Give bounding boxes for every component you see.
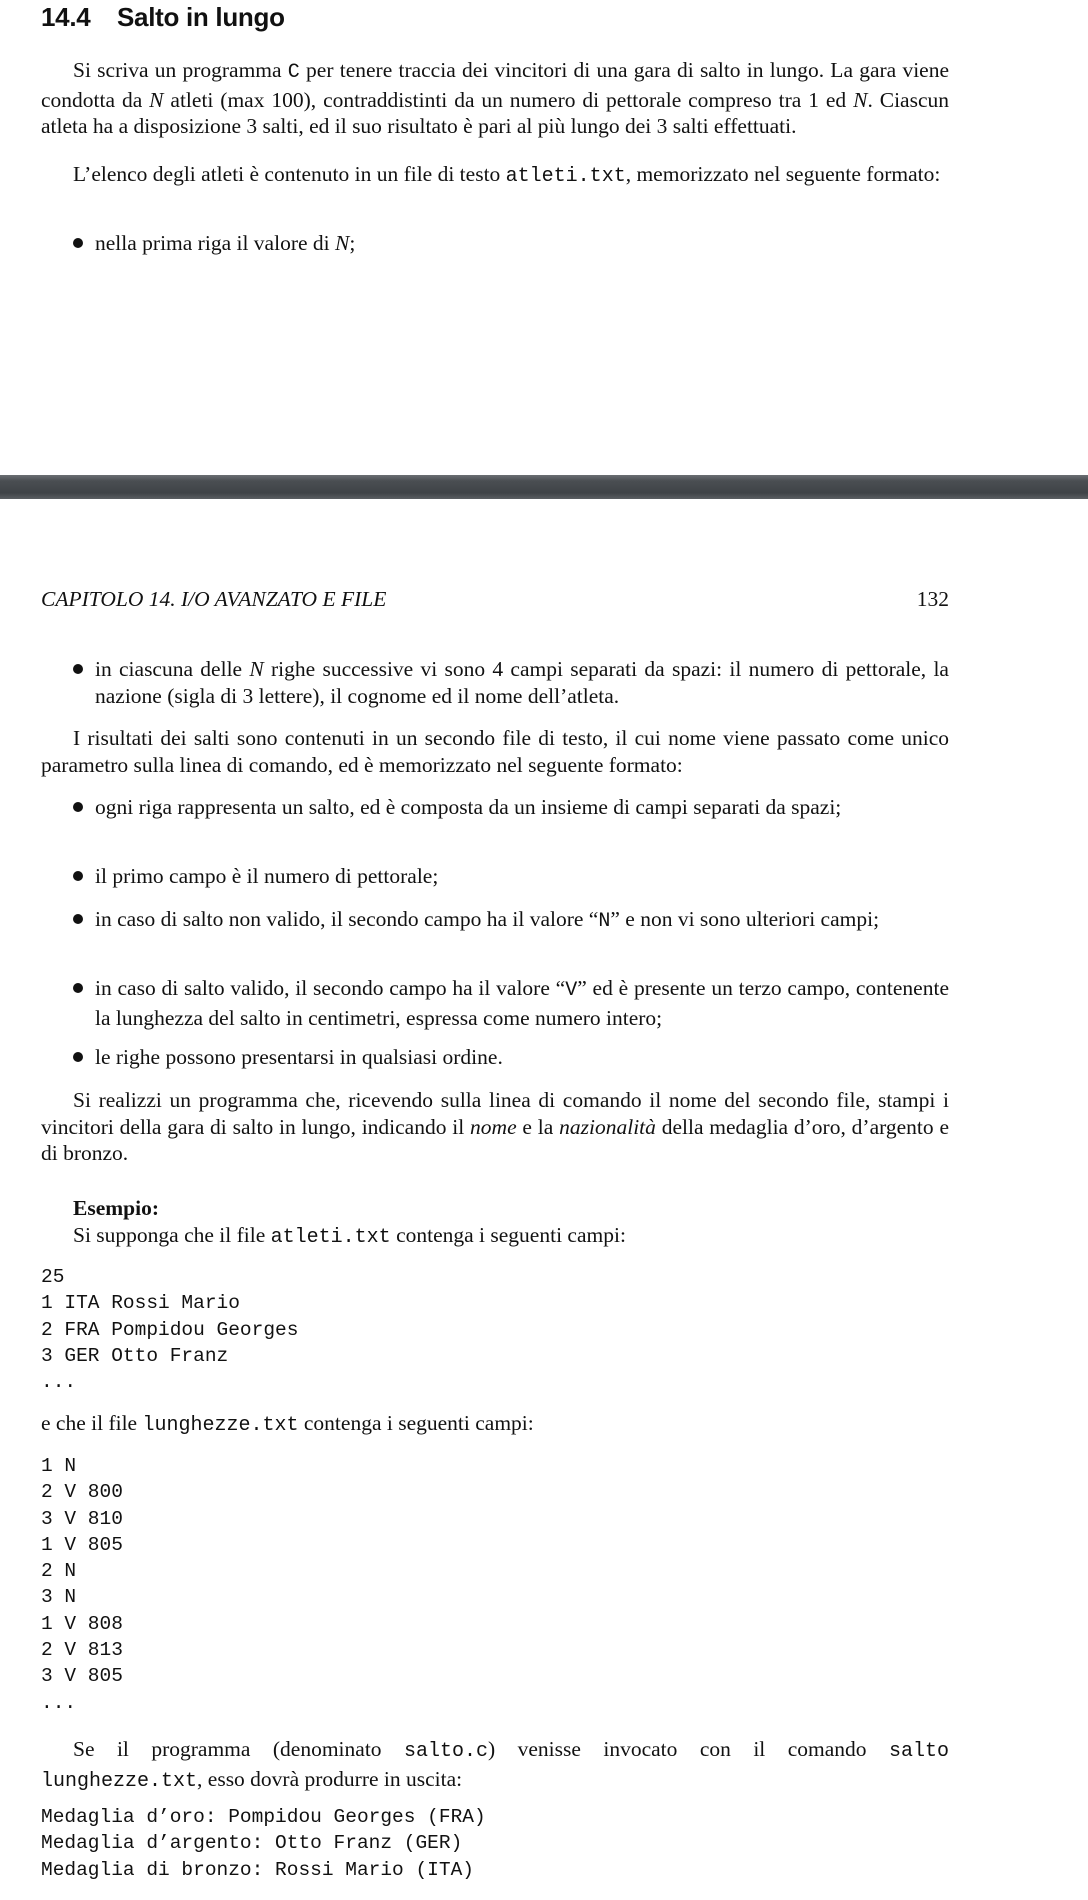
intro-paragraph-2: L’elenco degli atleti è contenuto in un file di testo atleti.txt, memorizzato nel seguente formato: bbox=[73, 162, 941, 188]
running-head: CAPITOLO 14. I/O AVANZATO E FILE bbox=[41, 587, 387, 611]
code-line: 2 FRA Pompidou Georges bbox=[41, 1318, 299, 1341]
page-separator bbox=[0, 475, 1088, 499]
code-line: 25 bbox=[41, 1266, 65, 1288]
bullet-any-order: le righe possono presentarsi in qualsiasi ordine. bbox=[95, 1044, 949, 1071]
bullet-dot bbox=[73, 802, 83, 812]
code-line: 2 V 813 bbox=[41, 1639, 123, 1662]
page-number: 132 bbox=[916, 587, 949, 611]
section-number: 14.4 bbox=[41, 2, 91, 32]
page-top bbox=[0, 0, 1088, 475]
code-line: 3 V 810 bbox=[41, 1507, 123, 1530]
intro-paragraph-1: Si scriva un programma C per tenere traccia dei vincitori di una gara di salto in lungo. La gara viene condotta da N atleti (max 100), contraddistinti da un numero di pettorale compreso tra 1 ed N. Ciascun atleta ha a disposizione 3 salti, ed il suo risultato è pari al più lungo dei 3 salti effettuati. bbox=[41, 58, 949, 138]
code-line: 2 V 800 bbox=[41, 1481, 123, 1504]
code-line: 2 N bbox=[41, 1560, 77, 1583]
code-line: 3 V 805 bbox=[41, 1665, 123, 1688]
bullet-following-lines: in ciascuna delle N righe successive vi sono 4 campi separati da spazi: il numero di pettorale, la nazione (sigla di 3 lettere), il cognome ed il nome dell’atleta. bbox=[95, 656, 949, 709]
code-line: 1 V 805 bbox=[41, 1533, 123, 1556]
bullet-dot bbox=[73, 983, 83, 993]
code-line: ... bbox=[41, 1691, 77, 1714]
bullet-row-is-jump: ogni riga rappresenta un salto, ed è composta da un insieme di campi separati da spazi; bbox=[95, 794, 949, 821]
program-output-listing bbox=[41, 1804, 486, 1883]
example-run-text: Se il programma (denominato salto.c) venisse invocato con il comando salto lunghezze.txt, esso dovrà produrre in uscita: bbox=[41, 1737, 949, 1793]
bullet-dot bbox=[73, 238, 83, 248]
code-line: 1 N bbox=[41, 1455, 77, 1477]
bullet-dot bbox=[73, 664, 83, 674]
atleti-file-listing bbox=[41, 1264, 298, 1395]
lunghezze-file-listing bbox=[41, 1453, 123, 1716]
section-heading bbox=[41, 2, 285, 33]
bullet-dot bbox=[73, 914, 83, 924]
code-line: Medaglia d’argento: Otto Franz (GER) bbox=[41, 1832, 463, 1855]
bullet-valid-jump: in caso di salto valido, il secondo campo ha il valore “V” ed è presente un terzo campo, contenente la lunghezza del salto in centimetri, espressa come numero intero; bbox=[95, 975, 949, 1031]
example-mid-text: e che il file lunghezze.txt contenga i seguenti campi: bbox=[41, 1411, 534, 1437]
results-paragraph: I risultati dei salti sono contenuti in un secondo file di testo, il cui nome viene passato come unico parametro sulla linea di comando, ed è memorizzato nel seguente formato: bbox=[41, 726, 949, 777]
page-bottom bbox=[0, 499, 1088, 1900]
code-line: 3 GER Otto Franz bbox=[41, 1344, 229, 1367]
bullet-dot bbox=[73, 871, 83, 881]
code-line: 1 ITA Rossi Mario bbox=[41, 1292, 240, 1315]
bullet-first-field: il primo campo è il numero di pettorale; bbox=[95, 863, 949, 890]
task-paragraph: Si realizzi un programma che, ricevendo sulla linea di comando il nome del secondo file, stampi i vincitori della gara di salto in lungo, indicando il nome e la nazionalità della medaglia d’oro, d’argento e di bronzo. bbox=[41, 1088, 949, 1165]
example-intro: Si supponga che il file atleti.txt contenga i seguenti campi: bbox=[73, 1223, 626, 1249]
code-line: ... bbox=[41, 1371, 77, 1394]
section-title: Salto in lungo bbox=[117, 2, 285, 32]
bullet-invalid-jump: in caso di salto non valido, il secondo campo ha il valore “N” e non vi sono ulteriori campi; bbox=[95, 906, 949, 936]
code-line: 3 N bbox=[41, 1586, 77, 1609]
bullet-first-line: nella prima riga il valore di N; bbox=[95, 230, 949, 257]
bullet-dot bbox=[73, 1052, 83, 1062]
code-line: 1 V 808 bbox=[41, 1612, 123, 1635]
code-line: Medaglia di bronzo: Rossi Mario (ITA) bbox=[41, 1858, 474, 1881]
example-label: Esempio: bbox=[73, 1196, 159, 1220]
code-line: Medaglia d’oro: Pompidou Georges (FRA) bbox=[41, 1806, 486, 1828]
